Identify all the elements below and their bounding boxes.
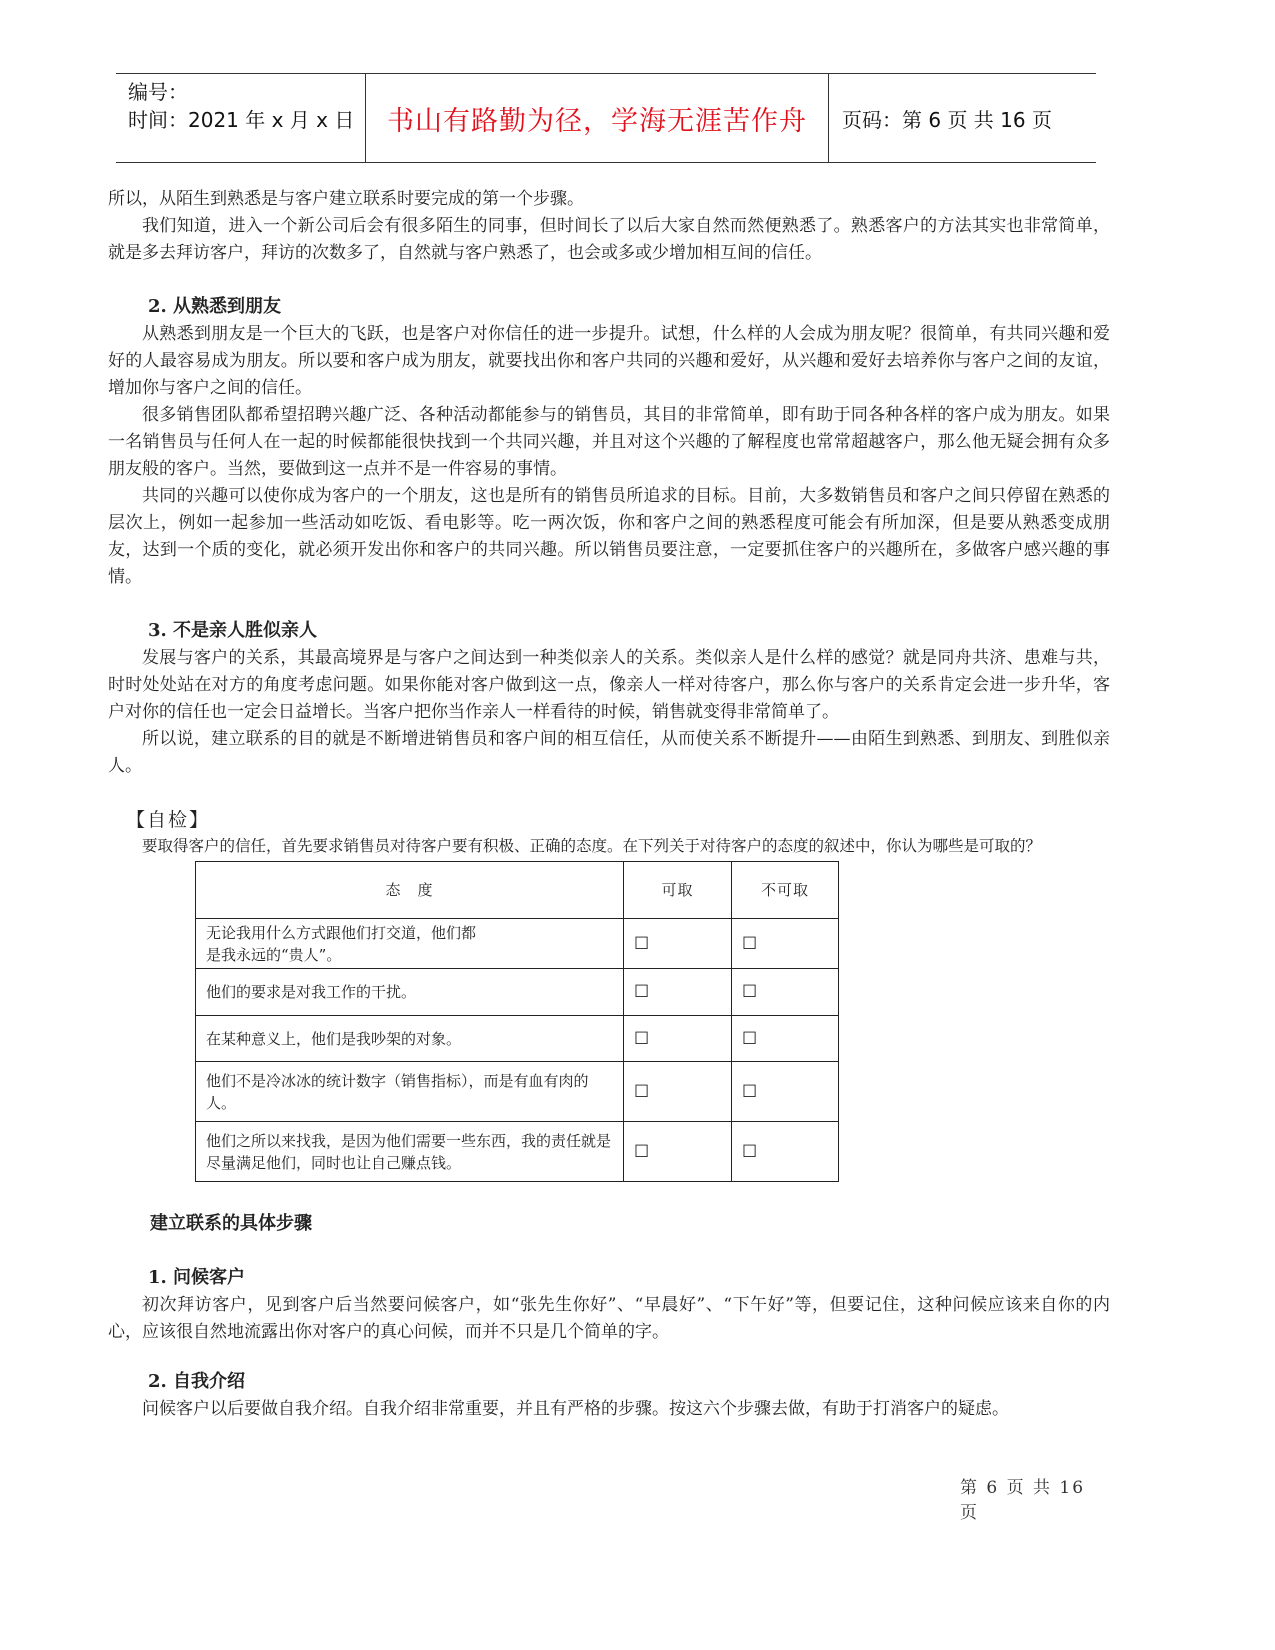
checkbox-acceptable[interactable]: ☐ bbox=[624, 1016, 732, 1062]
section-heading: 2. 从熟悉到朋友 bbox=[148, 296, 282, 317]
steps-heading: 建立联系的具体步骤 bbox=[150, 1213, 312, 1234]
document-time-label: 时间：2021 年 x 月 x 日 bbox=[128, 108, 355, 132]
paragraph: 很多销售团队都希望招聘兴趣广泛、各种活动都能参与的销售员，其目的非常简单，即有助于同各种各样的客户成为朋友。如果一名销售员与任何人在一起的时候都能很快找到一个共同兴趣，并且对这个兴趣的了解程度也常常超越客户，那么他无疑会拥有众多朋友般的客户。当然，要做到这一点并不是一件容易的事情。 bbox=[108, 405, 1110, 479]
table-row bbox=[196, 1122, 839, 1182]
header-motto: 书山有路勤为径，学海无涯苦作舟 bbox=[387, 105, 807, 137]
attitude-table bbox=[195, 861, 839, 1182]
checkbox-unacceptable[interactable]: ☐ bbox=[732, 919, 839, 969]
page-header bbox=[116, 73, 1096, 163]
step-heading: 1. 问候客户 bbox=[148, 1267, 246, 1288]
checkbox-unacceptable[interactable]: ☐ bbox=[732, 969, 839, 1016]
table-row bbox=[196, 1016, 839, 1062]
column-header-attitude: 态 度 bbox=[196, 862, 624, 919]
checkbox-unacceptable[interactable]: ☐ bbox=[732, 1062, 839, 1122]
table-row bbox=[196, 1062, 839, 1122]
table-header-row bbox=[196, 862, 839, 919]
attitude-statement: 无论我用什么方式跟他们打交道，他们都 是我永远的“贵人”。 bbox=[196, 919, 624, 969]
paragraph: 初次拜访客户，见到客户后当然要问候客户，如“张先生你好”、“早晨好”、“下午好”等，但要记住，这种问候应该来自你的内心，应该很自然地流露出你对客户的真心问候，而并不只是几个简单的字。 bbox=[108, 1295, 1110, 1342]
page-footer: 第 6 页 共 16 页 bbox=[960, 1478, 1086, 1523]
selfcheck-heading: 【自检】 bbox=[126, 809, 211, 831]
paragraph: 所以，从陌生到熟悉是与客户建立联系时要完成的第一个步骤。 bbox=[108, 189, 584, 209]
paragraph: 共同的兴趣可以使你成为客户的一个朋友，这也是所有的销售员所追求的目标。目前，大多数销售员和客户之间只停留在熟悉的层次上，例如一起参加一些活动如吃饭、看电影等。吃一两次饭，你和客户之间的熟悉程度可能会有所加深，但是要从熟悉变成朋友，达到一个质的变化，就必须开发出你和客户的共同兴趣。所以销售员要注意，一定要抓住客户的兴趣所在，多做客户感兴趣的事情。 bbox=[108, 486, 1110, 587]
table-row bbox=[196, 919, 839, 969]
checkbox-acceptable[interactable]: ☐ bbox=[624, 919, 732, 969]
paragraph: 发展与客户的关系，其最高境界是与客户之间达到一种类似亲人的关系。类似亲人是什么样的感觉？就是同舟共济、患难与共，时时处处站在对方的角度考虑问题。如果你能对客户做到这一点，像亲人一样对待客户，那么你与客户的关系肯定会进一步升华，客户对你的信任也一定会日益增长。当客户把你当作亲人一样看待的时候，销售就变得非常简单了。 bbox=[108, 648, 1110, 722]
document-number-label: 编号： bbox=[128, 80, 188, 104]
paragraph: 从熟悉到朋友是一个巨大的飞跃，也是客户对你信任的进一步提升。试想，什么样的人会成为朋友呢？很简单，有共同兴趣和爱好的人最容易成为朋友。所以要和客户成为朋友，就要找出你和客户共同的兴趣和爱好，从兴趣和爱好去培养你与客户之间的友谊，增加你与客户之间的信任。 bbox=[108, 324, 1110, 398]
table-row bbox=[196, 969, 839, 1016]
attitude-statement: 在某种意义上，他们是我吵架的对象。 bbox=[196, 1016, 624, 1062]
attitude-statement: 他们的要求是对我工作的干扰。 bbox=[196, 969, 624, 1016]
paragraph: 所以说，建立联系的目的就是不断增进销售员和客户间的相互信任，从而使关系不断提升——由陌生到熟悉、到朋友、到胜似亲人。 bbox=[108, 729, 1110, 776]
section-heading: 3. 不是亲人胜似亲人 bbox=[148, 620, 318, 641]
attitude-statement: 他们不是冷冰冰的统计数字（销售指标），而是有血有肉的人。 bbox=[196, 1062, 624, 1122]
header-meta bbox=[128, 78, 364, 158]
column-header-acceptable: 可取 bbox=[624, 862, 732, 919]
checkbox-unacceptable[interactable]: ☐ bbox=[732, 1122, 839, 1182]
step-heading: 2. 自我介绍 bbox=[148, 1371, 246, 1392]
paragraph: 我们知道，进入一个新公司后会有很多陌生的同事，但时间长了以后大家自然而然便熟悉了。熟悉客户的方法其实也非常简单，就是多去拜访客户，拜访的次数多了，自然就与客户熟悉了，也会或多或少增加相互间的信任。 bbox=[108, 216, 1110, 263]
paragraph: 问候客户以后要做自我介绍。自我介绍非常重要，并且有严格的步骤。按这六个步骤去做，有助于打消客户的疑虑。 bbox=[142, 1399, 1009, 1419]
document-body bbox=[108, 186, 1110, 1423]
attitude-statement: 他们之所以来找我，是因为他们需要一些东西，我的责任就是尽量满足他们，同时也让自己赚点钱。 bbox=[196, 1122, 624, 1182]
column-header-unacceptable: 不可取 bbox=[732, 862, 839, 919]
checkbox-acceptable[interactable]: ☐ bbox=[624, 969, 732, 1016]
header-page-label: 页码：第 6 页 共 16 页 bbox=[842, 107, 1052, 132]
checkbox-acceptable[interactable]: ☐ bbox=[624, 1062, 732, 1122]
checkbox-unacceptable[interactable]: ☐ bbox=[732, 1016, 839, 1062]
header-divider bbox=[828, 74, 829, 162]
selfcheck-intro: 要取得客户的信任，首先要求销售员对待客户要有积极、正确的态度。在下列关于对待客户的态度的叙述中，你认为哪些是可取的？ bbox=[142, 837, 1042, 855]
checkbox-acceptable[interactable]: ☐ bbox=[624, 1122, 732, 1182]
